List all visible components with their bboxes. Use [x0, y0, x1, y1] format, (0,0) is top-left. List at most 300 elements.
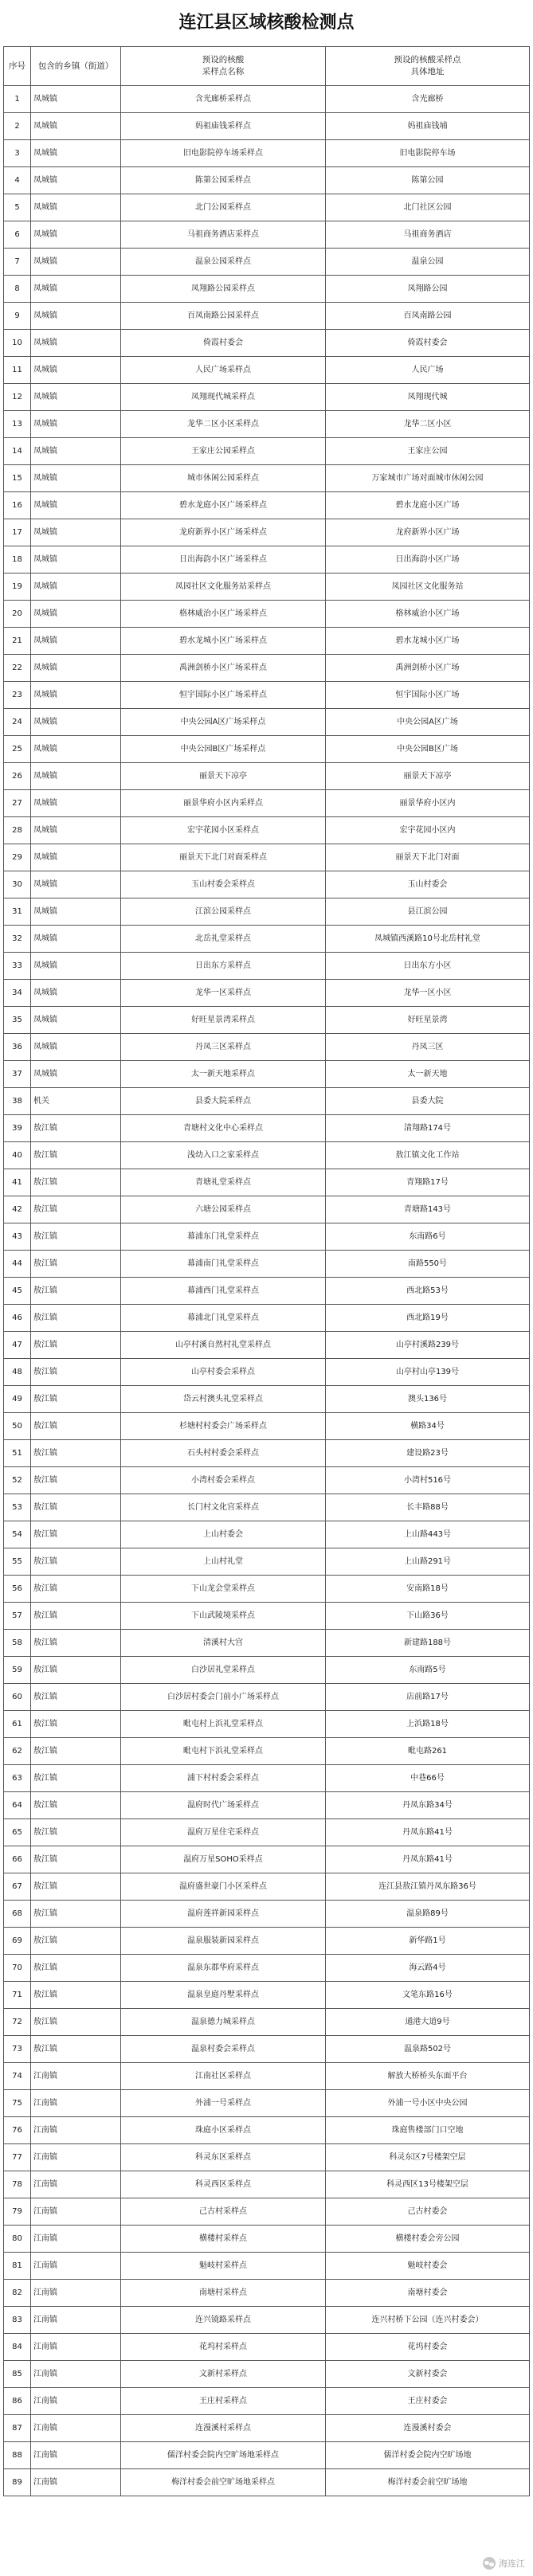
table-row	[4, 817, 530, 844]
cell-town: 凤城镇	[31, 86, 121, 113]
cell-no: 82	[4, 2280, 31, 2307]
cell-town: 凤城镇	[31, 194, 121, 221]
cell-no: 37	[4, 1061, 31, 1088]
table-row	[4, 1494, 530, 1521]
cell-site-name: 温泉德力城采样点	[121, 2009, 326, 2036]
cell-no: 11	[4, 357, 31, 384]
cell-site-name: 凤园社区文化服务站采样点	[121, 574, 326, 601]
cell-town: 凤城镇	[31, 763, 121, 790]
cell-no: 69	[4, 1928, 31, 1955]
cell-no: 13	[4, 411, 31, 438]
cell-town: 敖江镇	[31, 1359, 121, 1386]
cell-town: 凤城镇	[31, 519, 121, 546]
cell-no: 80	[4, 2226, 31, 2253]
cell-site-name: 马祖商务酒店采样点	[121, 221, 326, 249]
cell-site-address: 温泉公园	[326, 249, 530, 276]
cell-town: 敖江镇	[31, 1955, 121, 1982]
cell-site-name: 横楼村采样点	[121, 2226, 326, 2253]
cell-town: 敖江镇	[31, 2036, 121, 2063]
cell-no: 41	[4, 1169, 31, 1196]
table-row	[4, 330, 530, 357]
cell-no: 26	[4, 763, 31, 790]
cell-site-name: 丹凤三区采样点	[121, 1034, 326, 1061]
table-row	[4, 1738, 530, 1765]
cell-site-name: 凤翔现代城采样点	[121, 384, 326, 411]
cell-town: 江南镇	[31, 2280, 121, 2307]
cell-site-address: 魁岐村委会	[326, 2253, 530, 2280]
table-row	[4, 1142, 530, 1169]
table-row	[4, 1603, 530, 1630]
cell-site-name: 上山村委会	[121, 1521, 326, 1548]
cell-site-name: 玉山村委会采样点	[121, 871, 326, 898]
table-row	[4, 2226, 530, 2253]
table-row	[4, 1305, 530, 1332]
cell-site-address: 毗屯路261	[326, 1738, 530, 1765]
cell-site-address: 安南路18号	[326, 1576, 530, 1603]
cell-no: 57	[4, 1603, 31, 1630]
cell-town: 凤城镇	[31, 249, 121, 276]
cell-site-name: 魁岐村采样点	[121, 2253, 326, 2280]
cell-town: 江南镇	[31, 2469, 121, 2496]
cell-site-address: 妈祖庙钱埔	[326, 113, 530, 140]
table-row	[4, 1792, 530, 1819]
cell-site-address: 澳头136号	[326, 1386, 530, 1413]
cell-site-address: 科灵东区7号楼架空层	[326, 2144, 530, 2171]
cell-town: 凤城镇	[31, 1007, 121, 1034]
cell-no: 53	[4, 1494, 31, 1521]
table-row	[4, 1955, 530, 1982]
table-row	[4, 1901, 530, 1928]
cell-site-address: 北门社区公园	[326, 194, 530, 221]
cell-site-address: 文新村委会	[326, 2361, 530, 2388]
table-row	[4, 303, 530, 330]
cell-site-name: 好旺星景湾采样点	[121, 1007, 326, 1034]
table-row	[4, 2388, 530, 2415]
cell-town: 江南镇	[31, 2226, 121, 2253]
cell-no: 45	[4, 1278, 31, 1305]
cell-town: 敖江镇	[31, 1657, 121, 1684]
cell-site-address: 恒宇国际小区广场	[326, 682, 530, 709]
cell-town: 凤城镇	[31, 601, 121, 628]
cell-no: 39	[4, 1115, 31, 1142]
table-row	[4, 1196, 530, 1223]
cell-site-address: 中央公园B区广场	[326, 736, 530, 763]
cell-site-address: 龙府新界小区广场	[326, 519, 530, 546]
cell-site-address: 店前路17号	[326, 1684, 530, 1711]
cell-no: 59	[4, 1657, 31, 1684]
table-row	[4, 2280, 530, 2307]
cell-no: 74	[4, 2063, 31, 2090]
cell-no: 28	[4, 817, 31, 844]
table-row	[4, 1657, 530, 1684]
cell-site-address: 含光廊桥	[326, 86, 530, 113]
cell-town: 敖江镇	[31, 1440, 121, 1467]
table-row	[4, 926, 530, 953]
cell-site-address: 连兴村桥下公园（连兴村委会）	[326, 2307, 530, 2334]
table-row	[4, 194, 530, 221]
cell-site-address: 青塘路143号	[326, 1196, 530, 1223]
cell-site-address: 小湾村516号	[326, 1467, 530, 1494]
cell-town: 敖江镇	[31, 1196, 121, 1223]
cell-town: 凤城镇	[31, 438, 121, 465]
cell-no: 73	[4, 2036, 31, 2063]
cell-town: 江南镇	[31, 2171, 121, 2198]
cell-site-address: 东南路5号	[326, 1657, 530, 1684]
cell-no: 23	[4, 682, 31, 709]
cell-no: 76	[4, 2117, 31, 2144]
cell-town: 敖江镇	[31, 1386, 121, 1413]
cell-site-name: 城市休闲公园采样点	[121, 465, 326, 492]
cell-site-address: 马祖商务酒店	[326, 221, 530, 249]
cell-site-name: 恒宇国际小区广场采样点	[121, 682, 326, 709]
cell-site-address: 下山路36号	[326, 1603, 530, 1630]
cell-town: 凤城镇	[31, 817, 121, 844]
cell-town: 敖江镇	[31, 1982, 121, 2009]
cell-site-name: 旧电影院停车场采样点	[121, 140, 326, 167]
table-row	[4, 167, 530, 194]
cell-site-name: 连兴镜路采样点	[121, 2307, 326, 2334]
cell-site-address: 南路550号	[326, 1251, 530, 1278]
cell-town: 江南镇	[31, 2144, 121, 2171]
cell-town: 凤城镇	[31, 790, 121, 817]
cell-site-address: 科灵西区13号楼架空层	[326, 2171, 530, 2198]
cell-site-name: 温泉服装新园采样点	[121, 1928, 326, 1955]
cell-town: 敖江镇	[31, 1711, 121, 1738]
cell-site-address: 青翔路17号	[326, 1169, 530, 1196]
cell-town: 凤城镇	[31, 682, 121, 709]
cell-no: 46	[4, 1305, 31, 1332]
cell-town: 敖江镇	[31, 1223, 121, 1251]
cell-no: 84	[4, 2334, 31, 2361]
cell-no: 83	[4, 2307, 31, 2334]
cell-no: 3	[4, 140, 31, 167]
cell-site-name: 县委大院采样点	[121, 1088, 326, 1115]
cell-town: 敖江镇	[31, 1792, 121, 1819]
cell-site-name: 温泉皇庭丹墅采样点	[121, 1982, 326, 2009]
cell-site-address: 王庄村委会	[326, 2388, 530, 2415]
table-row	[4, 2171, 530, 2198]
cell-site-name: 温泉公园采样点	[121, 249, 326, 276]
table-row	[4, 980, 530, 1007]
table-row	[4, 1413, 530, 1440]
cell-site-address: 上山路443号	[326, 1521, 530, 1548]
cell-site-name: 小湾村委会采样点	[121, 1467, 326, 1494]
cell-town: 敖江镇	[31, 1765, 121, 1792]
cell-no: 68	[4, 1901, 31, 1928]
cell-site-address: 清翔路174号	[326, 1115, 530, 1142]
cell-site-name: 北岳礼堂采样点	[121, 926, 326, 953]
cell-town: 凤城镇	[31, 871, 121, 898]
cell-no: 48	[4, 1359, 31, 1386]
table-row	[4, 2198, 530, 2226]
cell-site-name: 梅洋村委会前空旷场地采样点	[121, 2469, 326, 2496]
table-row	[4, 1278, 530, 1305]
cell-town: 江南镇	[31, 2442, 121, 2469]
table-row	[4, 655, 530, 682]
cell-town: 江南镇	[31, 2388, 121, 2415]
cell-site-address: 长丰路88号	[326, 1494, 530, 1521]
cell-no: 12	[4, 384, 31, 411]
table-row	[4, 1846, 530, 1873]
cell-site-address: 新华路1号	[326, 1928, 530, 1955]
cell-town: 敖江镇	[31, 1305, 121, 1332]
cell-site-name: 上山村礼堂	[121, 1548, 326, 1576]
table-row	[4, 1223, 530, 1251]
cell-town: 凤城镇	[31, 492, 121, 519]
cell-site-name: 岱云村澳头礼堂采样点	[121, 1386, 326, 1413]
table-row	[4, 871, 530, 898]
cell-site-address: 龙华二区小区	[326, 411, 530, 438]
cell-no: 17	[4, 519, 31, 546]
cell-site-address: 龙华一区小区	[326, 980, 530, 1007]
cell-no: 43	[4, 1223, 31, 1251]
cell-no: 20	[4, 601, 31, 628]
cell-town: 敖江镇	[31, 1684, 121, 1711]
table-row	[4, 898, 530, 926]
cell-site-name: 宏宇花园小区采样点	[121, 817, 326, 844]
table-row	[4, 628, 530, 655]
cell-site-address: 丽景天下凉亭	[326, 763, 530, 790]
cell-site-address: 梅洋村委会前空旷场地	[326, 2469, 530, 2496]
cell-site-name: 青塘村文化中心采样点	[121, 1115, 326, 1142]
cell-site-name: 科灵东区采样点	[121, 2144, 326, 2171]
table-row	[4, 1115, 530, 1142]
cell-no: 56	[4, 1576, 31, 1603]
cell-site-name: 青塘礼堂采样点	[121, 1169, 326, 1196]
cell-no: 8	[4, 276, 31, 303]
cell-site-address: 敖江镇文化工作站	[326, 1142, 530, 1169]
cell-town: 凤城镇	[31, 330, 121, 357]
cell-site-name: 温府莲祥新园采样点	[121, 1901, 326, 1928]
cell-site-name: 含光廊桥采样点	[121, 86, 326, 113]
cell-site-address: 温泉路502号	[326, 2036, 530, 2063]
cell-site-address: 横楼村委会旁公园	[326, 2226, 530, 2253]
cell-town: 江南镇	[31, 2334, 121, 2361]
cell-site-address: 旧电影院停车场	[326, 140, 530, 167]
table-row	[4, 709, 530, 736]
cell-no: 88	[4, 2442, 31, 2469]
cell-site-name: 日出海韵小区广场采样点	[121, 546, 326, 574]
cell-town: 凤城镇	[31, 980, 121, 1007]
cell-no: 61	[4, 1711, 31, 1738]
cell-site-name: 人民广场采样点	[121, 357, 326, 384]
cell-site-name: 碧水龙庭小区广场采样点	[121, 492, 326, 519]
table-row	[4, 1819, 530, 1846]
cell-site-address: 西北路53号	[326, 1278, 530, 1305]
cell-site-address: 珠庭售楼部门口空地	[326, 2117, 530, 2144]
cell-site-address: 好旺星景湾	[326, 1007, 530, 1034]
cell-no: 4	[4, 167, 31, 194]
cell-no: 25	[4, 736, 31, 763]
table-row	[4, 411, 530, 438]
cell-site-address: 县委大院	[326, 1088, 530, 1115]
cell-no: 62	[4, 1738, 31, 1765]
cell-town: 凤城镇	[31, 844, 121, 871]
table-row	[4, 2253, 530, 2280]
cell-town: 敖江镇	[31, 1603, 121, 1630]
cell-no: 24	[4, 709, 31, 736]
table-row	[4, 1007, 530, 1034]
cell-site-name: 下山龙会堂采样点	[121, 1576, 326, 1603]
cell-town: 凤城镇	[31, 628, 121, 655]
cell-site-name: 王家庄公园采样点	[121, 438, 326, 465]
table-header	[4, 47, 530, 86]
cell-town: 敖江镇	[31, 1251, 121, 1278]
cell-site-name: 毗屯村下浜礼堂采样点	[121, 1738, 326, 1765]
table-row	[4, 574, 530, 601]
cell-town: 凤城镇	[31, 167, 121, 194]
cell-town: 凤城镇	[31, 221, 121, 249]
cell-site-name: 格林威治小区广场采样点	[121, 601, 326, 628]
wechat-icon	[483, 2557, 496, 2570]
cell-no: 6	[4, 221, 31, 249]
cell-site-name: 太一新天地采样点	[121, 1061, 326, 1088]
cell-no: 66	[4, 1846, 31, 1873]
table-row	[4, 1711, 530, 1738]
table-row	[4, 2415, 530, 2442]
cell-town: 江南镇	[31, 2307, 121, 2334]
table-row	[4, 2334, 530, 2361]
cell-town: 凤城镇	[31, 574, 121, 601]
cell-site-name: 龙华二区小区采样点	[121, 411, 326, 438]
table-row	[4, 2009, 530, 2036]
header-site-name: 预设的核酸 采样点名称	[121, 47, 326, 86]
cell-site-name: 儒洋村委会院内空旷场地采样点	[121, 2442, 326, 2469]
cell-no: 89	[4, 2469, 31, 2496]
cell-no: 50	[4, 1413, 31, 1440]
cell-town: 敖江镇	[31, 1494, 121, 1521]
cell-site-name: 温府万星住宅采样点	[121, 1819, 326, 1846]
cell-town: 敖江镇	[31, 1576, 121, 1603]
cell-town: 江南镇	[31, 2415, 121, 2442]
table-row	[4, 790, 530, 817]
cell-site-address: 儒洋村委会院内空旷场地	[326, 2442, 530, 2469]
cell-site-address: 温泉路89号	[326, 1901, 530, 1928]
table-row	[4, 1630, 530, 1657]
table-row	[4, 763, 530, 790]
table-row	[4, 2307, 530, 2334]
watermark-text: 海连江	[499, 2558, 525, 2569]
cell-site-name: 山亭村溪自然村礼堂采样点	[121, 1332, 326, 1359]
cell-no: 2	[4, 113, 31, 140]
cell-site-address: 宏宇花园小区内	[326, 817, 530, 844]
table-body	[4, 86, 530, 2496]
table-row	[4, 276, 530, 303]
table-row	[4, 2442, 530, 2469]
cell-town: 敖江镇	[31, 1115, 121, 1142]
cell-no: 81	[4, 2253, 31, 2280]
cell-site-name: 白沙居村委会门前小广场采样点	[121, 1684, 326, 1711]
cell-site-address: 王家庄公园	[326, 438, 530, 465]
cell-town: 凤城镇	[31, 140, 121, 167]
cell-town: 敖江镇	[31, 1521, 121, 1548]
cell-site-address: 上山路291号	[326, 1548, 530, 1576]
cell-no: 42	[4, 1196, 31, 1223]
table-row	[4, 953, 530, 980]
table-row	[4, 384, 530, 411]
cell-no: 30	[4, 871, 31, 898]
cell-no: 35	[4, 1007, 31, 1034]
header-no: 序号	[4, 47, 31, 86]
cell-no: 34	[4, 980, 31, 1007]
cell-site-address: 解放大桥桥头东面平台	[326, 2063, 530, 2090]
watermark	[483, 2557, 525, 2570]
cell-no: 63	[4, 1765, 31, 1792]
table-row	[4, 546, 530, 574]
cell-no: 19	[4, 574, 31, 601]
cell-site-address: 南塘村委会	[326, 2280, 530, 2307]
cell-site-address: 丹凤东路41号	[326, 1819, 530, 1846]
cell-site-address: 建设路23号	[326, 1440, 530, 1467]
cell-site-address: 通港大道9号	[326, 2009, 530, 2036]
cell-site-address: 凤翔路公园	[326, 276, 530, 303]
cell-site-name: 山亭村委会采样点	[121, 1359, 326, 1386]
cell-site-name: 日出东方采样点	[121, 953, 326, 980]
cell-no: 54	[4, 1521, 31, 1548]
cell-no: 27	[4, 790, 31, 817]
cell-no: 7	[4, 249, 31, 276]
cell-town: 敖江镇	[31, 1819, 121, 1846]
table-row	[4, 1061, 530, 1088]
cell-site-address: 中巷66号	[326, 1765, 530, 1792]
cell-site-address: 碧水龙城小区广场	[326, 628, 530, 655]
cell-site-name: 禹洲剑桥小区广场采样点	[121, 655, 326, 682]
cell-no: 9	[4, 303, 31, 330]
cell-site-address: 丽景天下北门对面	[326, 844, 530, 871]
table-row	[4, 1034, 530, 1061]
table-row	[4, 736, 530, 763]
cell-site-address: 凤翔现代城	[326, 384, 530, 411]
cell-site-name: 温府万星SOHO采样点	[121, 1846, 326, 1873]
cell-site-address: 碧水龙庭小区广场	[326, 492, 530, 519]
cell-town: 江南镇	[31, 2361, 121, 2388]
cell-town: 敖江镇	[31, 1332, 121, 1359]
cell-site-address: 山亭村溪路239号	[326, 1332, 530, 1359]
cell-site-name: 江南社区采样点	[121, 2063, 326, 2090]
table-row	[4, 438, 530, 465]
table-row	[4, 2036, 530, 2063]
table-row	[4, 601, 530, 628]
cell-town: 凤城镇	[31, 357, 121, 384]
cell-site-name: 龙华一区采样点	[121, 980, 326, 1007]
cell-site-name: 温泉东郡华府采样点	[121, 1955, 326, 1982]
cell-site-name: 丽景华府小区内采样点	[121, 790, 326, 817]
cell-site-address: 海云路4号	[326, 1955, 530, 1982]
table-row	[4, 1359, 530, 1386]
cell-site-name: 中央公园B区广场采样点	[121, 736, 326, 763]
table-row	[4, 249, 530, 276]
table-row	[4, 113, 530, 140]
cell-town: 凤城镇	[31, 736, 121, 763]
cell-town: 敖江镇	[31, 1169, 121, 1196]
cell-site-name: 妈祖庙钱采样点	[121, 113, 326, 140]
cell-town: 江南镇	[31, 2063, 121, 2090]
cell-site-name: 凤翔路公园采样点	[121, 276, 326, 303]
cell-town: 凤城镇	[31, 953, 121, 980]
cell-site-name: 文新村采样点	[121, 2361, 326, 2388]
cell-no: 85	[4, 2361, 31, 2388]
cell-town: 凤城镇	[31, 1034, 121, 1061]
cell-no: 10	[4, 330, 31, 357]
cell-town: 凤城镇	[31, 411, 121, 438]
cell-site-name: 丽景天下北门对面采样点	[121, 844, 326, 871]
cell-town: 凤城镇	[31, 303, 121, 330]
cell-site-address: 丹凤东路41号	[326, 1846, 530, 1873]
cell-town: 敖江镇	[31, 1142, 121, 1169]
cell-site-address: 上浜路18号	[326, 1711, 530, 1738]
cell-town: 敖江镇	[31, 1846, 121, 1873]
table-row	[4, 1088, 530, 1115]
